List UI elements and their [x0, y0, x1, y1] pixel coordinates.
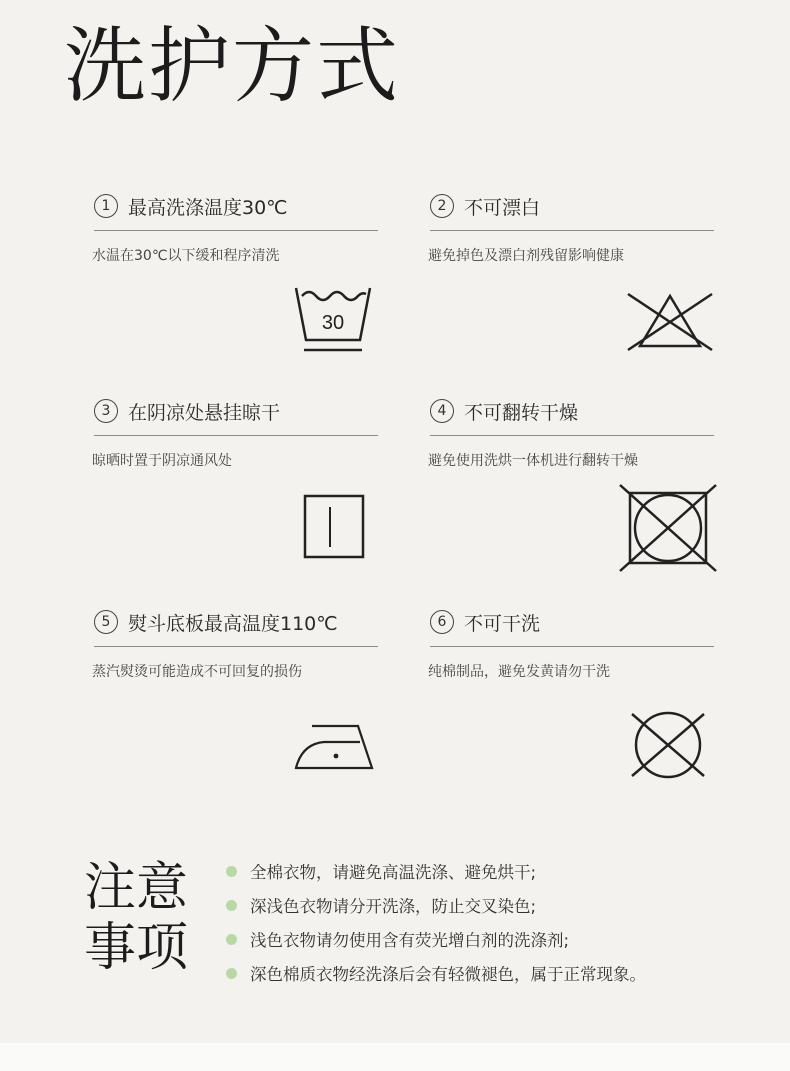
care-item-no-dry-clean: [428, 604, 714, 779]
care-item-label: 不可漂白: [464, 196, 541, 219]
care-item-desc: 纯棉制品，避免发黄请勿干洗: [428, 664, 610, 680]
care-item-label: 最高洗涤温度30℃: [128, 196, 288, 219]
bullet-dot: [226, 900, 237, 911]
notice-text: 浅色衣物请勿使用含有荧光增白剂的洗涤剂;: [250, 931, 570, 950]
notice-item: [226, 888, 646, 922]
iron-low-icon: [294, 720, 376, 772]
item-number: 4: [430, 399, 454, 423]
no-tumble-dry-icon: [618, 483, 718, 575]
bullet-dot: [226, 968, 237, 979]
care-item-desc: 避免掉色及漂白剂残留影响健康: [428, 248, 624, 264]
care-item-line-dry: [92, 393, 378, 568]
care-item-desc: 蒸汽熨烫可能造成不可回复的损伤: [92, 664, 302, 680]
care-item-header: [430, 393, 714, 436]
care-item-label: 不可翻转干燥: [464, 401, 579, 424]
notice-text: 深色棉质衣物经洗涤后会有轻微褪色，属于正常现象。: [250, 965, 646, 984]
bullet-dot: [226, 866, 237, 877]
care-item-desc: 避免使用洗烘一体机进行翻转干燥: [428, 453, 638, 469]
line-dry-shade-icon: [302, 493, 366, 561]
no-dry-clean-icon: [628, 710, 708, 780]
notice-text: 深浅色衣物请分开洗涤，防止交叉染色;: [250, 897, 537, 916]
notice-title-line: 注意: [84, 858, 189, 918]
notice-item: [226, 922, 646, 956]
care-item-header: [430, 604, 714, 647]
care-item-header: [430, 188, 714, 231]
care-item-no-bleach: [428, 188, 714, 363]
notice-item: [226, 956, 646, 990]
care-item-header: [94, 393, 378, 436]
notice-title-line: 事项: [84, 918, 189, 978]
page-title: 洗护方式: [64, 19, 401, 114]
notice-item: [226, 854, 646, 888]
item-number: 2: [430, 194, 454, 218]
care-item-header: [94, 604, 378, 647]
wash-temp-text: 30: [321, 312, 345, 334]
item-number: 1: [94, 194, 118, 218]
care-item-wash-temp: [92, 188, 378, 363]
care-item-label: 在阴凉处悬挂晾干: [128, 401, 281, 424]
care-item-header: [94, 188, 378, 231]
care-item-label: 熨斗底板最高温度110℃: [128, 612, 338, 635]
wash-30-icon: [292, 284, 372, 356]
care-item-iron: [92, 604, 378, 779]
no-bleach-icon: [624, 290, 716, 354]
notice-list: [226, 854, 646, 990]
care-item-no-tumble: [428, 393, 714, 578]
notice-text: 全棉衣物，请避免高温洗涤、避免烘干;: [250, 863, 537, 882]
item-number: 5: [94, 610, 118, 634]
item-number: 3: [94, 399, 118, 423]
notice-title: [84, 858, 204, 978]
care-item-desc: 水温在30℃以下缓和程序清洗: [92, 248, 280, 264]
item-number: 6: [430, 610, 454, 634]
bullet-dot: [226, 934, 237, 945]
care-item-desc: 晾晒时置于阴凉通风处: [92, 453, 232, 469]
care-item-label: 不可干洗: [464, 612, 541, 635]
footer-band: [0, 1043, 790, 1071]
